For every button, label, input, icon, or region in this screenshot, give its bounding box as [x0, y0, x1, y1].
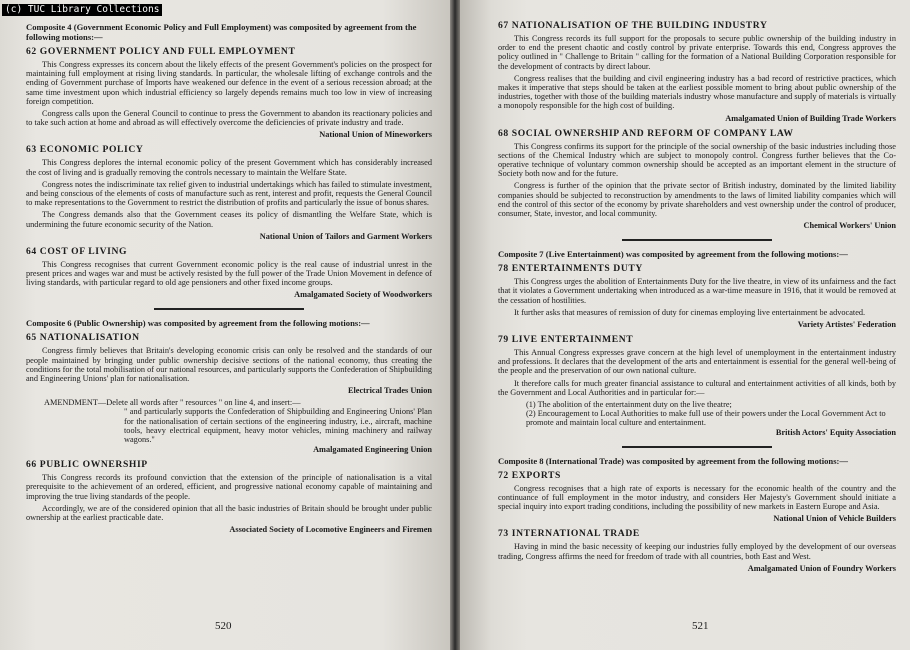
watermark: (c) TUC Library Collections	[2, 4, 162, 16]
left-page	[0, 0, 450, 650]
amendment-text: " and particularly supports the Confederation of Shipbuilding and Engineering Unions' Plan for the nationalisation of certain sections of the engineering industry, i.e., aircraft, machine tools, heavy electrical equipment, heavy motor vehicles, mining machinery and railway wagons."	[124, 407, 432, 445]
proposer-signature: Associated Society of Locomotive Engineers and Firemen	[229, 525, 432, 535]
composite-heading: Composite 4 (Government Economic Policy and Full Employment) was composited by agreement from the following motions:—	[26, 22, 417, 42]
composite-heading: Composite 7 (Live Entertainment) was composited by agreement from the following motions:—	[498, 249, 848, 260]
motion-paragraph: Congress calls upon the General Council to continue to press the Government to abandon its reactionary policies and to take such action at home and abroad as will effectively overcome the deficiencies of private industry and trade.	[26, 109, 432, 128]
right-page	[460, 0, 910, 650]
section-divider	[622, 239, 772, 241]
proposer-signature: Variety Artistes' Federation	[797, 320, 896, 330]
motion-title: 66 PUBLIC OWNERSHIP	[26, 459, 148, 471]
proposer-signature: National Union of Mineworkers	[319, 130, 432, 140]
motion-title: 65 NATIONALISATION	[26, 332, 140, 344]
page-number-right: 521	[692, 620, 709, 632]
proposer-signature: Amalgamated Engineering Union	[313, 445, 432, 455]
motion-paragraph: This Congress expresses its concern about the likely effects of the present Government's policies on the prospect for maintaining full employment at rising living standards. In particular, the wholesale lifting of exchange controls and the ending of Government purchase of Imports have weakened our defence in the event of a serious recession abroad; at the same time investment upon which industrial efficiency so largely depends remains much too low in view of increasing foreign competition.	[26, 60, 432, 106]
motion-paragraph: This Congress deplores the internal economic policy of the present Government which has considerably increased the cost of living and is gradually removing the controls necessary to maintain the Welfare State.	[26, 158, 432, 177]
proposer-signature: Electrical Trades Union	[347, 386, 432, 396]
page-number-left: 520	[215, 620, 232, 632]
proposer-signature: National Union of Vehicle Builders	[773, 514, 896, 524]
motion-paragraph: Accordingly, we are of the considered opinion that all the basic industries of Britain should be brought under public ownership at the earliest practicable date.	[26, 503, 432, 523]
motion-title: 73 INTERNATIONAL TRADE	[498, 528, 640, 540]
motion-title: 62 GOVERNMENT POLICY AND FULL EMPLOYMENT	[26, 46, 296, 57]
left-page-content	[26, 22, 432, 535]
motion-title: 64 COST OF LIVING	[26, 245, 128, 257]
motion-paragraph: Congress firmly believes that Britain's developing economic crisis can only be resolved and the standards of our people maintained by bringing under public ownership decisive sections of the national economy, thus creating the conditions for the total mobilisation of our national resources, and particularly supports the Confederation of Shipbuilding and Engineering Unions' plan for nationalisation.	[26, 346, 432, 384]
motion-paragraph: It further asks that measures of remission of duty for cinemas employing live entertainment be advocated.	[514, 307, 866, 317]
proposer-signature: British Actors' Equity Association	[775, 427, 896, 437]
motion-title: 68 SOCIAL OWNERSHIP AND REFORM OF COMPANY LAW	[498, 127, 794, 139]
motion-paragraph: This Congress urges the abolition of Entertainments Duty for the live theatre, in view of its unfairness and the fact that it violates a Government undertaking when introduced as a war-time measure in 1916, that it would be removed at the cessation of hostilities.	[498, 277, 896, 305]
motion-title: 67 NATIONALISATION OF THE BUILDING INDUSTRY	[498, 20, 768, 31]
proposer-signature: Amalgamated Union of Foundry Workers	[747, 563, 896, 573]
motion-title: 72 EXPORTS	[498, 469, 561, 481]
proposer-signature: Amalgamated Union of Building Trade Workers	[725, 113, 896, 123]
proposer-signature: National Union of Tailors and Garment Workers	[259, 231, 432, 241]
motion-paragraph: Congress realises that the building and civil engineering industry has a bad record of restrictive practices, which makes it imperative that steps should be taken at the earliest possible moment to bring about public ownership of the industries, together with those of the building materials industry whose manufacture and supply of materials is virtually a monopoly responsible for the high cost of building.	[498, 73, 896, 111]
section-divider	[154, 308, 304, 310]
motion-paragraph: This Congress confirms its support for the principle of the social ownership of the basic industries including those sections of the Chemical Industry which are subject to monopoly control. Congress further believes that the Co-operative technique of voluntary common ownership should be accepted as an important element in the structure of Society both now and for the future.	[498, 141, 896, 179]
list-item: (1) The abolition of the entertainment duty on the live theatre;	[526, 400, 732, 410]
motion-title: 79 LIVE ENTERTAINMENT	[498, 334, 634, 346]
composite-heading: Composite 6 (Public Ownership) was composited by agreement from the following motions:—	[26, 318, 370, 329]
proposer-signature: Amalgamated Society of Woodworkers	[294, 290, 432, 300]
motion-paragraph: Having in mind the basic necessity of keeping our industries fully employed by the development of our overseas trading, Congress affirms the need for freedom of trade with all countries, both East and West.	[498, 542, 896, 561]
motion-paragraph: This Annual Congress expresses grave concern at the high level of unemployment in the entertainment industry and professions. It declares that the development of the arts and entertainment is essential for the general well-being of the people and the preservation of our own national culture.	[498, 348, 896, 376]
composite-heading: Composite 8 (International Trade) was composited by agreement from the following motions:—	[498, 455, 849, 466]
motion-paragraph: Congress notes the indiscriminate tax relief given to industrial undertakings which has failed to stimulate investment, and being conscious of the elements of costs of manufacture such as rent, interest and profit, requests the General Council to make representations to the Government to restrict the distribution of profits and particularly the issue of bonus shares.	[26, 179, 432, 208]
section-divider	[622, 446, 772, 448]
motion-title: 78 ENTERTAINMENTS DUTY	[498, 263, 643, 275]
motion-paragraph: This Congress records its profound conviction that the extension of the principle of nationalisation is a vital prerequisite to the achievement of an ordered, efficient, and progressive national economy capable of maintaining and improving the true living standards of the people.	[26, 473, 432, 501]
motion-paragraph: The Congress demands also that the Government ceases its policy of dismantling the Welfare State, which is undermining the future economic security of the Nation.	[26, 210, 432, 229]
motion-paragraph: This Congress recognises that current Government economic policy is the real cause of industrial unrest in the present prices and wages war and must be actively resisted by the full power of the Trade Union Movement in defence of living standards, with particular regard to old age pensioners and other fixed income groups.	[26, 259, 432, 288]
motion-paragraph: Congress recognises that a high rate of exports is necessary for the economic health of the country and the continuance of full employment in the motor industry, and considers Her Majesty's Government should initiate a special inquiry into export trading conditions, including the possibility of new markets in Eastern Europe and Asia.	[498, 483, 896, 512]
motion-paragraph: It therefore calls for much greater financial assistance to cultural and entertainment activities of all kinds, both by the Government and Local Authorities and in particular for:—	[498, 378, 896, 397]
motion-paragraph: This Congress records its full support for the proposals to secure public ownership of the building industry in order to end the present chaotic and costly control by private enterprise. Towards this end, Congress approves the policy outlined in " Challenge to Britain " calling for the formation of a National Building Corporation responsible for the development of contracts by direct labour.	[498, 34, 896, 71]
book-gutter	[450, 0, 460, 650]
motion-title: 63 ECONOMIC POLICY	[26, 144, 144, 156]
amendment-heading: AMENDMENT—Delete all words after " resources " on line 4, and insert:—	[44, 398, 301, 408]
proposer-signature: Chemical Workers' Union	[803, 221, 896, 231]
motion-paragraph: Congress is further of the opinion that the private sector of British industry, dominated by the limited liability companies should be subjected to reconstruction by amendments to the laws of limited liability companies which will end the control of this sector of the economy by private shareholders and vest ownership under the control of producer, consumer, State, investor, and local community.	[498, 181, 896, 219]
list-item: (2) Encouragement to Local Authorities to make full use of their powers under the Local Government Act to promote and maintain local culture and entertainment.	[526, 409, 886, 428]
right-page-content	[498, 20, 896, 574]
